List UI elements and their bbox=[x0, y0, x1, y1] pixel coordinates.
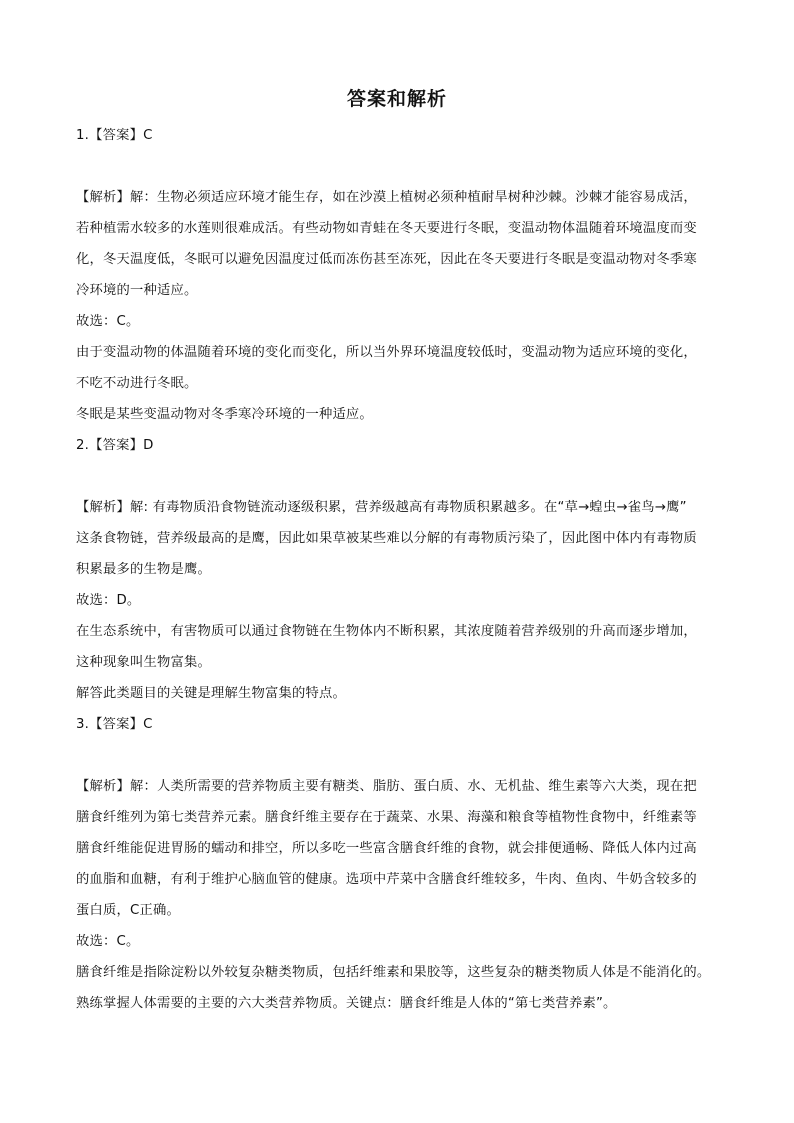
q3-explanation-line: 蛋白质，C正确。 bbox=[76, 903, 180, 918]
q1-explanation-line: 【解析】解：生物必须适应环境才能生存，如在沙漠上植树必须种植耐旱树种沙棘。沙棘才能容易成活， bbox=[76, 190, 697, 205]
q1-analysis-line: 不吃不动进行冬眠。 bbox=[76, 376, 198, 391]
q1-explanation-line: 冷环境的一种适应。 bbox=[76, 283, 198, 298]
q2-explanation-line: 积累最多的生物是鹰。 bbox=[76, 562, 211, 577]
spacer bbox=[76, 461, 726, 492]
q1-explanation-line: 化，冬天温度低，冬眠可以避免因温度过低而冻伤甚至冻死，因此在冬天要进行冬眠是变温动物对冬季寒 bbox=[76, 252, 697, 267]
q2-analysis-line: 这种现象叫生物富集。 bbox=[76, 655, 211, 670]
q1-answer: 1.【答案】C bbox=[76, 128, 153, 143]
q3-answer: 3.【答案】C bbox=[76, 717, 153, 732]
q2-explanation-line: 【解析】解: 有毒物质沿食物链流动逐级积累，营养级越高有毒物质积累越多。在“草→蝗虫→雀鸟→鹰” bbox=[76, 500, 687, 515]
q2-analysis-line: 在生态系统中，有害物质可以通过食物链在生物体内不断积累，其浓度随着营养级别的升高而逐步增加， bbox=[76, 624, 697, 639]
q1-summary: 冬眠是某些变温动物对冬季寒冷环境的一种适应。 bbox=[76, 407, 373, 422]
q3-explanation-line: 膳食纤维能促进胃肠的蠕动和排空，所以多吃一些富含膳食纤维的食物，就会排便通畅、降低人体内过高 bbox=[76, 841, 697, 856]
q2-answer: 2.【答案】D bbox=[76, 438, 154, 453]
q1-explanation-line: 若种植需水较多的水莲则很难成活。有些动物如青蛙在冬天要进行冬眠，变温动物体温随着环境温度而变 bbox=[76, 221, 697, 236]
q3-analysis-line: 膳食纤维是指除淀粉以外较复杂糖类物质，包括纤维素和果胶等，这些复杂的糖类物质人体是不能消化的。 bbox=[76, 965, 711, 980]
q3-choice: 故选：C。 bbox=[76, 934, 140, 949]
q2-explanation-line: 这条食物链，营养级最高的是鹰，因此如果草被某些难以分解的有毒物质污染了，因此图中体内有毒物质 bbox=[76, 531, 697, 546]
q3-explanation-line: 的血脂和血糖，有利于维护心脑血管的健康。选项中芹菜中含膳食纤维较多，牛肉、鱼肉、牛奶含较多的 bbox=[76, 872, 697, 887]
answers-content bbox=[76, 120, 726, 1019]
q3-explanation-line: 膳食纤维列为第七类营养元素。膳食纤维主要存在于蔬菜、水果、海藻和粮食等植物性食物中，纤维素等 bbox=[76, 810, 697, 825]
q3-explanation-line: 【解析】解：人类所需要的营养物质主要有糖类、脂肪、蛋白质、水、无机盐、维生素等六大类，现在把 bbox=[76, 779, 697, 794]
q2-choice: 故选：D。 bbox=[76, 593, 141, 608]
spacer bbox=[76, 151, 726, 182]
q1-analysis-line: 由于变温动物的体温随着环境的变化而变化，所以当外界环境温度较低时，变温动物为适应环境的变化， bbox=[76, 345, 697, 360]
q2-summary: 解答此类题目的关键是理解生物富集的特点。 bbox=[76, 686, 346, 701]
page-title: 答案和解析 bbox=[346, 88, 447, 110]
q1-choice: 故选：C。 bbox=[76, 314, 140, 329]
spacer bbox=[76, 740, 726, 771]
q3-summary: 熟练掌握人体需要的主要的六大类营养物质。关键点：膳食纤维是人体的“第七类营养素”。 bbox=[76, 996, 617, 1011]
